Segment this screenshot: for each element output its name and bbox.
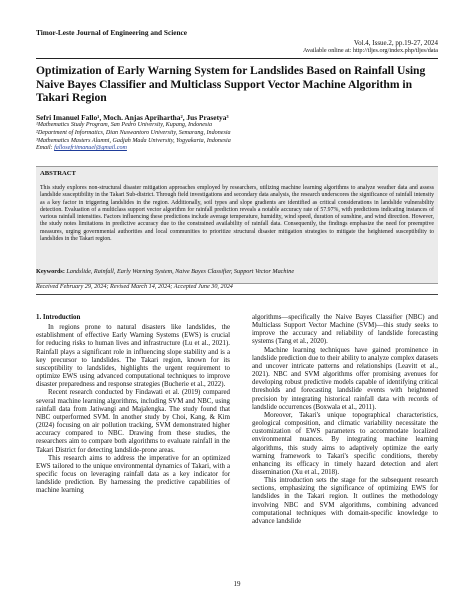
paper-title: Optimization of Early Warning System for Landslides Based on Rainfall Using Naive Bayes Classifier and Multiclass Support Vector Machine Algorithm in Takari Region	[36, 64, 426, 105]
authors: Sefri Imanuel Fallo¹, Moch. Anjas Aprihartha², Jus Prasetya³	[36, 113, 229, 122]
email-link[interactable]: fallosefriimanuel@gmail.com	[54, 145, 127, 152]
email-label: Email:	[36, 145, 55, 152]
email-line	[36, 145, 231, 153]
journal-name: Timor-Leste Journal of Engineering and Science	[36, 28, 188, 37]
intro-paragraph: This research aims to address the imperative for an optimized EWS tailored to the unique environmental dynamics of Takari, with a specific focus on leveraging rainfall data as a key indicator for landslide prediction. By harnessing the predictive capabilities of machine learning	[36, 454, 230, 495]
header-divider	[36, 58, 438, 59]
section-divider	[36, 294, 438, 295]
volume-info	[303, 39, 438, 55]
intro-paragraph: Moreover, Takari's unique topographical characteristics, geological composition, and climatic variability necessitate the customization of EWS parameters to accommodate localized environmental nuances. By integrating machine learning algorithms, this study aims to adaptively optimize the early warning framework to Takari's specific conditions, thereby enhancing its efficacy in timely hazard detection and alert dissemination (Xu et al., 2018).	[252, 411, 438, 476]
affiliation-1: ¹Mathematics Study Program, San Pedro University, Kupang, Indonesia	[36, 122, 213, 128]
available-online: Available online at: http://tljes.org/index.php/tljes/data	[302, 47, 438, 54]
intro-heading: 1. Introduction	[36, 314, 81, 321]
page-number: 19	[233, 580, 241, 588]
abstract-text: This study explores non-structural disaster mitigation approaches employed by researchers, utilizing machine learning algorithms to analyze weather data and assess landslide susceptibility in the Takari Sub-district. Through field investigations and secondary data analysis, the research underscores the significance of rainfall intensity as a key factor in triggering landslides in the region. Additionally, soil types and slope gradients are identified as critical considerations in landslide vulnerability detection. Evaluation of a multiclass support vector algorithm for rainfall prediction reveals a notable accuracy rate of 57.97%, with predictions indicating instances of various rainfall intensities. Factors influencing these predictions include average temperature, humidity, wind speed, duration of sunshine, and wind direction. However, the study notes limitations in predictive accuracy due to the constrained availability of rainfall data. Consequently, the findings emphasize the need for preemptive measures, urging governmental authorities and local communities to prioritize structural disaster mitigation strategies to mitigate the heightened susceptibility to landslides in the Takari region.	[40, 185, 434, 243]
right-column	[252, 314, 438, 526]
keywords: Keywords: Landslide, Rainfall, Early Warning System, Naive Bayes Classifier, Support Vector Machine	[36, 268, 295, 275]
affiliations	[36, 122, 231, 153]
volume-issue: Vol.4, Issue.2, pp.19-27, 2024	[353, 39, 438, 47]
intro-paragraph: Machine learning techniques have gained prominence in landslide prediction due to their ability to analyze complex datasets and uncover intricate patterns and relationships (Leavitt et al., 2021). NBC and SVM algorithms offer promising avenues for developing robust predictive models capable of identifying critical thresholds and forecasting landslide events with heightened precision by integrating historical rainfall data with records of landslide occurrences (Boxwala et al., 2011).	[252, 346, 438, 411]
left-column	[36, 314, 230, 495]
keywords-label: Keywords	[36, 268, 63, 275]
keywords-value: Landslide, Rainfall, Early Warning System, Naive Bayes Classifier, Support Vector Machine	[66, 268, 295, 275]
intro-paragraph: This introduction sets the stage for the subsequent research sections, emphasizing the significance of optimizing EWS for landslides in the Takari region. It outlines the methodology involving NBC and SVM algorithms, combining advanced computational techniques with domain-specific knowledge to advance landslide	[252, 477, 438, 525]
intro-paragraph: In regions prone to natural disasters like landslides, the establishment of effective Early Warning Systems (EWS) is crucial for reducing risks to human lives and infrastructure (Lu et al., 2021). Rainfall plays a significant role in influencing slope stability and is a key precursor to landslides. The Takari region, known for its susceptibility to landslides, highlights the urgent requirement to optimize EWS using advanced computational techniques to improve disaster preparedness and response strategies (Bucherie et al., 2022).	[36, 324, 230, 389]
affiliation-3: ³Mathematics Masters Alumni, Gadjah Mada University, Yogyakarta, Indonesia	[36, 137, 231, 144]
intro-paragraph: algorithms—specifically the Naive Bayes Classifier (NBC) and Multiclass Support Vector Machine (SVM)—this study seeks to improve the accuracy and reliability of landslide forecasting systems (Tang et al., 2020).	[252, 314, 438, 346]
received-dates: Received February 29, 2024; Revised March 14, 2024; Accepted June 30, 2024	[36, 283, 233, 290]
intro-paragraph: Recent research conducted by Findawati et al. (2019) compared several machine learning algorithms, including SVM and NBC, using rainfall data from Jatiwangi and Majalengka. The study found that NBC outperformed SVM. In another study by Choi, Kang, & Kim (2024) focusing on air pollution tracking, SVM demonstrated higher accuracy compared to NBC. Drawing from these studies, the researchers aim to compare both algorithms to evaluate rainfall in the Takari District for detecting landslide-prone areas.	[36, 389, 230, 454]
affiliation-2: ²Department of Informatics, Dian Nuswantoro University, Semarang, Indonesia	[36, 129, 231, 136]
abstract-heading: ABSTRACT	[40, 170, 76, 177]
